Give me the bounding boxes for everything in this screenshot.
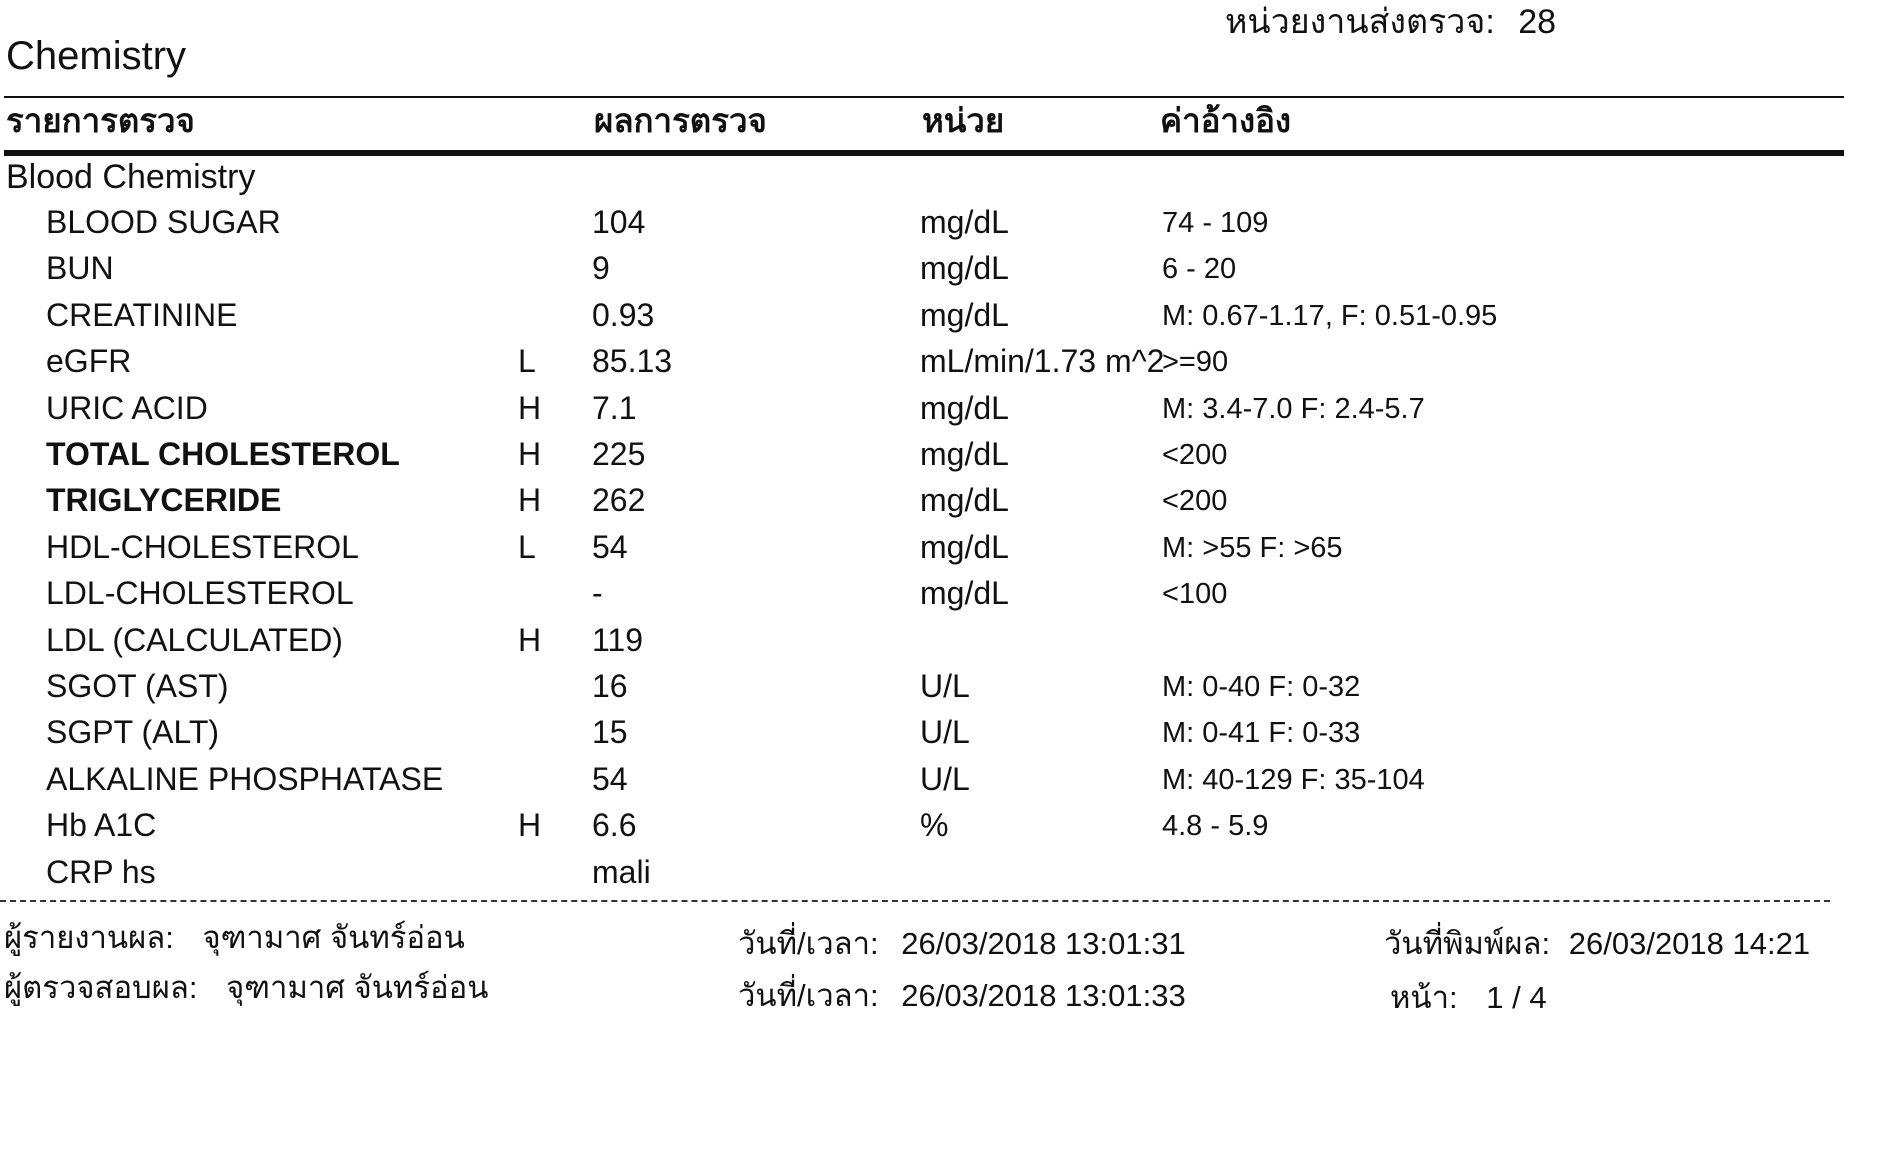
test-name: BUN <box>46 250 114 287</box>
table-row <box>0 529 1887 575</box>
test-name: LDL (CALCULATED) <box>46 621 343 658</box>
result-value: 85.13 <box>592 343 673 380</box>
print-datetime-label: วันที่พิมพ์ผล: <box>1384 926 1551 961</box>
verify-datetime: 26/03/2018 13:01:33 <box>901 978 1186 1013</box>
reference-range: >=90 <box>1162 346 1229 379</box>
test-name: ALKALINE PHOSPHATASE <box>46 760 444 797</box>
table-row <box>0 575 1887 621</box>
result-unit: U/L <box>920 714 970 751</box>
table-row <box>0 482 1887 528</box>
result-unit: mg/dL <box>920 436 1009 472</box>
table-row <box>0 854 1887 900</box>
reference-range: M: 0-41 F: 0-33 <box>1162 717 1361 750</box>
sending-unit <box>1225 0 1556 48</box>
result-unit: mg/dL <box>920 204 1009 240</box>
test-name: CREATININE <box>46 296 238 333</box>
column-header-reference: ค่าอ้างอิง <box>1160 102 1292 139</box>
table-row <box>0 343 1887 389</box>
reference-range: <200 <box>1162 439 1228 471</box>
result-flag: L <box>518 528 536 565</box>
footer-divider <box>0 900 1830 902</box>
reference-range: M: 3.4-7.0 F: 2.4-5.7 <box>1162 392 1425 425</box>
report-datetime-label: วันที่/เวลา: <box>738 926 879 961</box>
result-value: 104 <box>592 204 646 240</box>
table-row <box>0 807 1887 853</box>
test-name: TOTAL CHOLESTEROL <box>46 436 400 472</box>
reference-range: 6 - 20 <box>1162 253 1237 286</box>
result-value: 54 <box>592 528 628 565</box>
reference-range: 74 - 109 <box>1162 207 1269 239</box>
table-row <box>0 622 1887 668</box>
reference-range: <100 <box>1162 578 1228 611</box>
table-row <box>0 761 1887 807</box>
header-bottom-rule <box>4 150 1844 156</box>
result-unit: mL/min/1.73 m^2 <box>920 343 1165 380</box>
reporter-name: จุฑามาศ จันทร์อ่อน <box>202 920 465 955</box>
test-name: Hb A1C <box>46 807 157 844</box>
result-unit: % <box>920 807 949 844</box>
test-name: TRIGLYCERIDE <box>46 482 282 519</box>
sending-unit-label: หน่วยงานส่งตรวจ: <box>1225 3 1495 41</box>
section-title: Blood Chemistry <box>6 158 256 196</box>
result-value: 0.93 <box>592 296 655 333</box>
verify-datetime-line <box>738 970 1186 1020</box>
reference-range: 4.8 - 5.9 <box>1162 810 1269 843</box>
column-header-result: ผลการตรวจ <box>594 102 767 139</box>
test-name: LDL-CHOLESTEROL <box>46 575 354 612</box>
result-value: 7.1 <box>592 389 637 426</box>
table-row <box>0 204 1887 250</box>
reference-range: M: 40-129 F: 35-104 <box>1162 763 1425 796</box>
result-unit: mg/dL <box>920 250 1009 287</box>
column-header-unit: หน่วย <box>922 102 1005 139</box>
verifier-line <box>4 962 488 1012</box>
table-row <box>0 297 1887 343</box>
result-flag: H <box>518 389 542 426</box>
page-number-label: หน้า: <box>1390 980 1458 1015</box>
test-name: SGPT (ALT) <box>46 714 220 751</box>
reference-range: M: 0.67-1.17, F: 0.51-0.95 <box>1162 299 1498 332</box>
test-name: BLOOD SUGAR <box>46 204 281 240</box>
print-datetime-line <box>1384 918 1810 968</box>
page-number: 1 / 4 <box>1486 980 1547 1015</box>
result-value: 15 <box>592 714 628 751</box>
test-name: URIC ACID <box>46 389 208 426</box>
result-unit: mg/dL <box>920 482 1009 519</box>
verify-datetime-label: วันที่/เวลา: <box>738 978 879 1013</box>
result-unit: mg/dL <box>920 528 1009 565</box>
column-header-test: รายการตรวจ <box>6 102 195 139</box>
reference-range: <200 <box>1162 485 1228 518</box>
result-flag: H <box>518 482 542 519</box>
report-datetime-line <box>738 918 1186 968</box>
table-row <box>0 714 1887 760</box>
test-name: HDL-CHOLESTEROL <box>46 528 359 565</box>
result-value: 54 <box>592 760 628 797</box>
result-flag: H <box>518 436 542 472</box>
print-datetime: 26/03/2018 14:21 <box>1568 926 1811 961</box>
result-value: 262 <box>592 482 646 519</box>
test-name: eGFR <box>46 343 132 380</box>
test-name: SGOT (AST) <box>46 668 229 704</box>
result-value: 9 <box>592 250 610 287</box>
result-unit: U/L <box>920 668 970 704</box>
result-value: 6.6 <box>592 807 637 844</box>
result-value: - <box>592 575 603 612</box>
result-flag: H <box>518 621 542 658</box>
table-row <box>0 250 1887 296</box>
test-name: CRP hs <box>46 853 156 890</box>
verifier-label: ผู้ตรวจสอบผล: <box>4 970 198 1005</box>
result-unit: mg/dL <box>920 389 1009 426</box>
reporter-line <box>4 912 465 962</box>
result-value: 119 <box>592 621 644 658</box>
page-number-line <box>1390 972 1547 1022</box>
result-unit: U/L <box>920 760 970 797</box>
result-value: 225 <box>592 436 646 472</box>
reference-range: M: >55 F: >65 <box>1162 531 1343 564</box>
table-row <box>0 668 1887 714</box>
reference-range: M: 0-40 F: 0-32 <box>1162 671 1361 703</box>
reporter-label: ผู้รายงานผล: <box>4 920 174 955</box>
table-row <box>0 390 1887 436</box>
result-value: mali <box>592 853 651 890</box>
result-flag: L <box>518 343 536 380</box>
result-flag: H <box>518 807 542 844</box>
verifier-name: จุฑามาศ จันทร์อ่อน <box>226 970 489 1005</box>
result-unit: mg/dL <box>920 575 1009 612</box>
result-value: 16 <box>592 668 628 704</box>
report-datetime: 26/03/2018 13:01:31 <box>901 926 1186 961</box>
result-unit: mg/dL <box>920 296 1009 333</box>
table-row <box>0 436 1887 482</box>
sending-unit-value: 28 <box>1518 3 1557 41</box>
page-title: Chemistry <box>6 34 187 78</box>
